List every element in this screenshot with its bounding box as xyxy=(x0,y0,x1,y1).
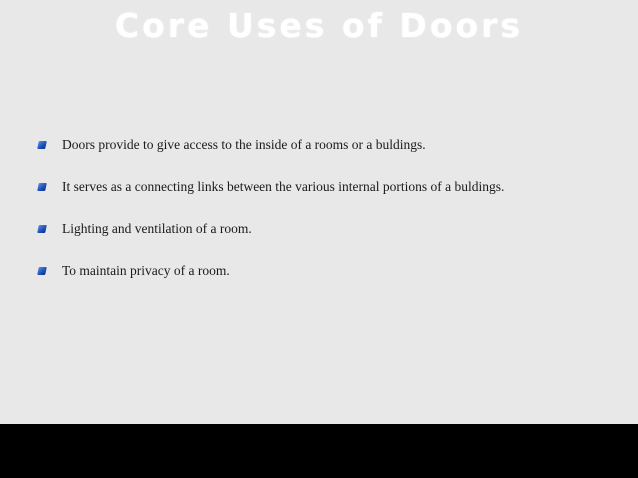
bullet-text: Lighting and ventilation of a room. xyxy=(62,221,252,236)
bullet-item xyxy=(38,166,628,208)
bullet-text: It serves as a connecting links between the various internal portions of a buldings. xyxy=(62,179,505,194)
slide-title: Core Uses of Doors xyxy=(114,6,524,45)
square-bullet-icon xyxy=(37,225,47,233)
bullet-item xyxy=(38,124,628,166)
square-bullet-icon xyxy=(37,183,47,191)
footer-bar xyxy=(0,424,638,478)
bullet-text: Doors provide to give access to the inside of a rooms or a buldings. xyxy=(62,137,426,152)
square-bullet-icon xyxy=(37,267,47,275)
bullet-text: To maintain privacy of a room. xyxy=(62,263,230,278)
bullet-list xyxy=(38,124,628,292)
bullet-item xyxy=(38,250,628,292)
bullet-item xyxy=(38,208,628,250)
square-bullet-icon xyxy=(37,141,47,149)
